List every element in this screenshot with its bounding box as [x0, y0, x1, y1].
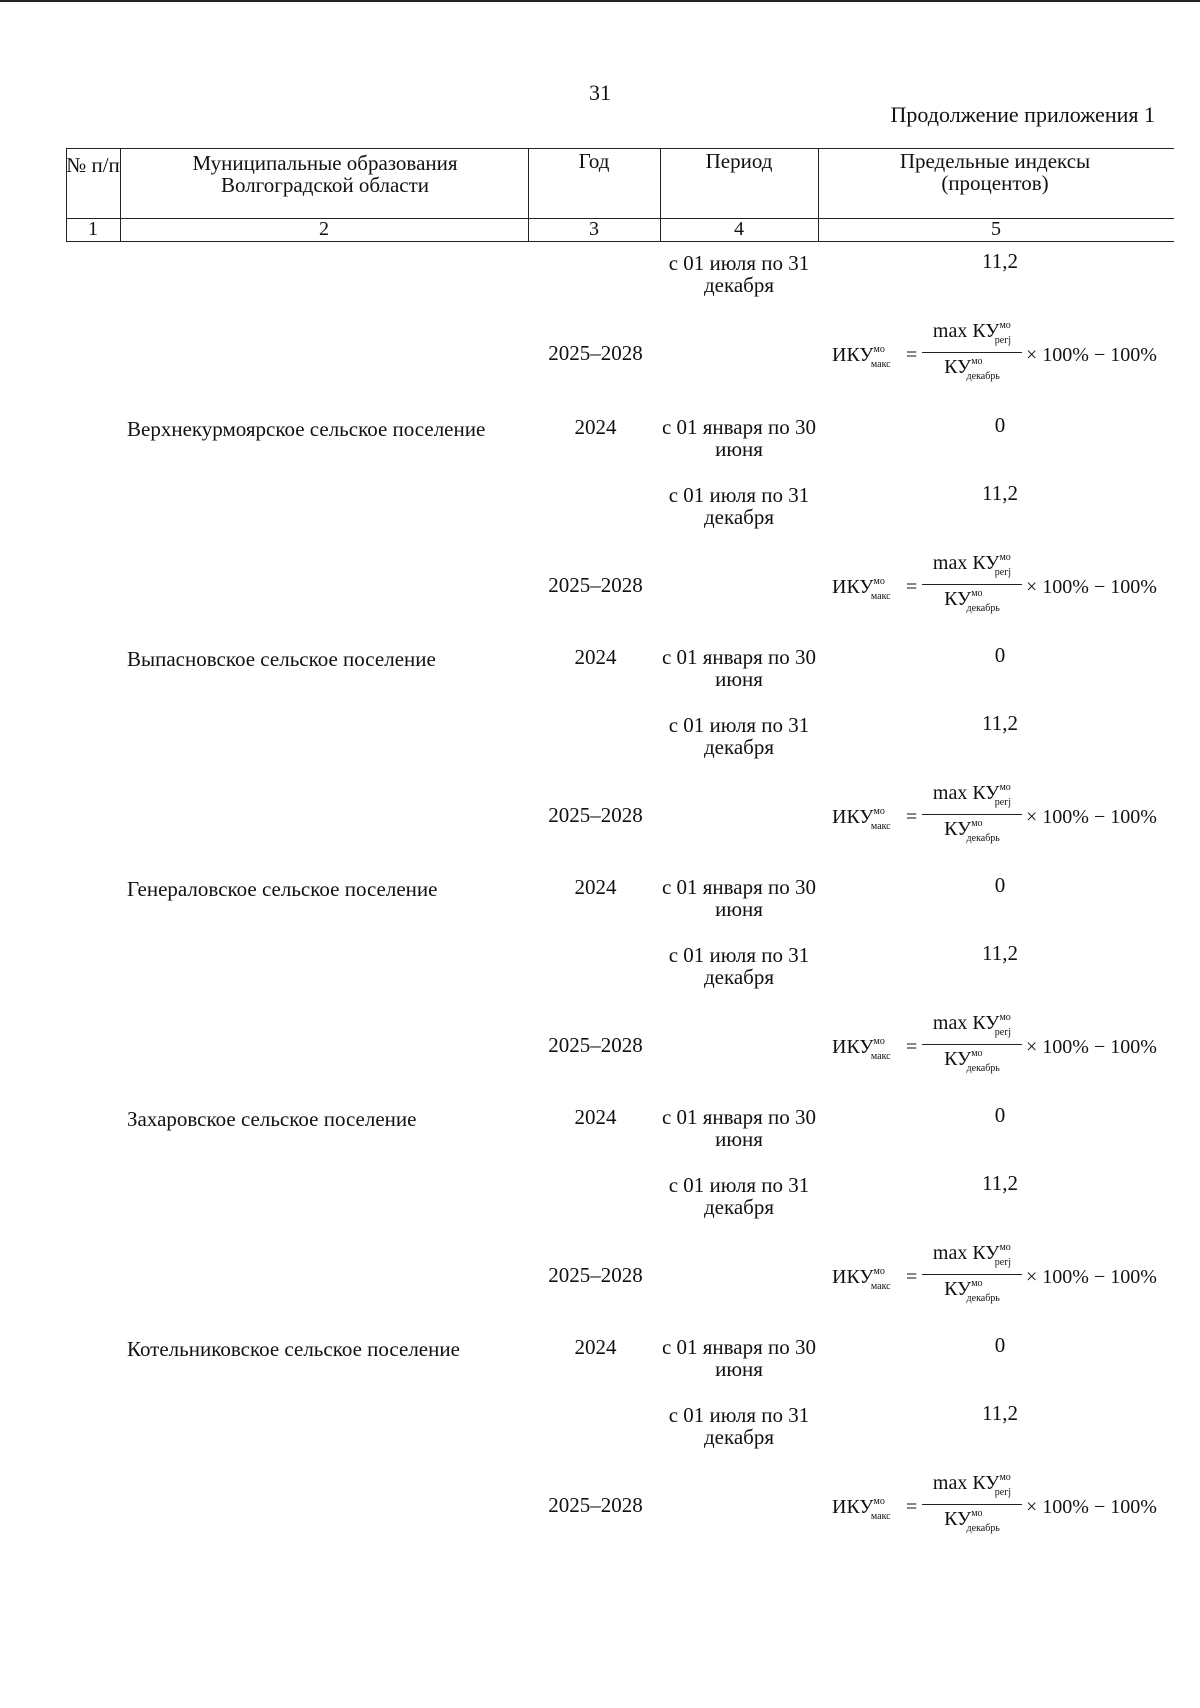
- period-cell: с 01 января по 30 июня: [661, 1105, 817, 1151]
- formula: $ИКУ^{мо}_{макс}$ = $\max КУ^{мо}_{регj}$ $КУ^{мо}_{декабрь}$ × 100% − 100%: [832, 1472, 1157, 1534]
- period-cell: с 01 июля по 31 декабря: [668, 713, 810, 759]
- index-value: 0: [994, 413, 1006, 437]
- municipality-name: Верхнекурмоярское сельское поселение: [127, 417, 486, 441]
- fraction-bar: [922, 352, 1022, 353]
- page-number: 31: [589, 80, 611, 105]
- header-municipality: Муниципальные образования Волгоградской области: [192, 151, 458, 197]
- column-number-4: 4: [734, 218, 744, 240]
- year-cell: 2024: [574, 645, 617, 669]
- index-value: 11,2: [982, 711, 1018, 735]
- index-value: 0: [994, 1333, 1006, 1357]
- period-cell: с 01 января по 30 июня: [661, 1335, 817, 1381]
- index-value: 11,2: [982, 249, 1018, 273]
- formula-tail: × 100% − 100%: [1026, 344, 1157, 366]
- year-cell: 2025–2028: [548, 573, 643, 597]
- year-cell: 2025–2028: [548, 1263, 643, 1287]
- period-cell: с 01 января по 30 июня: [661, 415, 817, 461]
- formula-equals: =: [906, 344, 918, 366]
- appendix-note: Продолжение приложения 1: [890, 102, 1155, 127]
- header-num: № п/п: [66, 153, 120, 177]
- index-value: 11,2: [982, 941, 1018, 965]
- period-cell: с 01 июля по 31 декабря: [668, 1403, 810, 1449]
- year-cell: 2025–2028: [548, 1033, 643, 1057]
- formula-numerator: $\max КУ^{мо}_{регj}$: [932, 320, 1012, 346]
- formula: $ИКУ^{мо}_{макс}$ = $\max КУ^{мо}_{регj}$ $КУ^{мо}_{декабрь}$ × 100% − 100%: [832, 1242, 1157, 1304]
- column-number-2: 2: [319, 218, 329, 240]
- index-value: 11,2: [982, 1401, 1018, 1425]
- municipality-name: Генераловское сельское поселение: [127, 877, 438, 901]
- year-cell: 2025–2028: [548, 803, 643, 827]
- formula: $ИКУ^{мо}_{макс}$ = $\max КУ^{мо}_{регj}$ $КУ^{мо}_{декабрь}$ × 100% − 100%: [832, 552, 1157, 614]
- column-number-3: 3: [589, 218, 599, 240]
- period-cell: с 01 января по 30 июня: [661, 875, 817, 921]
- page-top-border: [0, 0, 1200, 2]
- period-cell: с 01 июля по 31 декабря: [668, 1173, 810, 1219]
- municipality-name: Котельниковское сельское поселение: [127, 1337, 460, 1361]
- header-year: Год: [578, 149, 610, 173]
- period-cell: с 01 июля по 31 декабря: [668, 483, 810, 529]
- header-period: Период: [705, 149, 773, 173]
- index-value: 0: [994, 643, 1006, 667]
- year-cell: 2025–2028: [548, 1493, 643, 1517]
- index-value: 0: [994, 1103, 1006, 1127]
- municipality-name: Захаровское сельское поселение: [127, 1107, 417, 1131]
- formula: $ИКУ^{мо}_{макс}$ = $\max КУ^{мо}_{регj}$ $КУ^{мо}_{декабрь}$ × 100% − 100%: [832, 782, 1157, 844]
- year-cell: 2024: [574, 1335, 617, 1359]
- year-cell: 2025–2028: [548, 341, 643, 365]
- year-cell: 2024: [574, 1105, 617, 1129]
- column-number-1: 1: [88, 218, 98, 240]
- municipality-name: Выпасновское сельское поселение: [127, 647, 436, 671]
- period-cell: с 01 июля по 31 декабря: [668, 251, 810, 297]
- header-index: Предельные индексы (процентов): [899, 149, 1091, 195]
- year-cell: 2024: [574, 415, 617, 439]
- index-value: 0: [994, 873, 1006, 897]
- index-value: 11,2: [982, 481, 1018, 505]
- period-cell: с 01 января по 30 июня: [661, 645, 817, 691]
- formula-denominator: $КУ^{мо}_{декабрь}$: [944, 356, 1000, 382]
- column-number-5: 5: [991, 218, 1001, 240]
- formula: [832, 320, 1182, 390]
- period-cell: с 01 июля по 31 декабря: [668, 943, 810, 989]
- formula: $ИКУ^{мо}_{макс}$ = $\max КУ^{мо}_{регj}$ $КУ^{мо}_{декабрь}$ × 100% − 100%: [832, 1012, 1157, 1074]
- header-bottom-rule: [66, 241, 1174, 242]
- year-cell: 2024: [574, 875, 617, 899]
- index-value: 11,2: [982, 1171, 1018, 1195]
- formula-lhs: $ИКУ^{мо}_{макс}$: [832, 344, 891, 370]
